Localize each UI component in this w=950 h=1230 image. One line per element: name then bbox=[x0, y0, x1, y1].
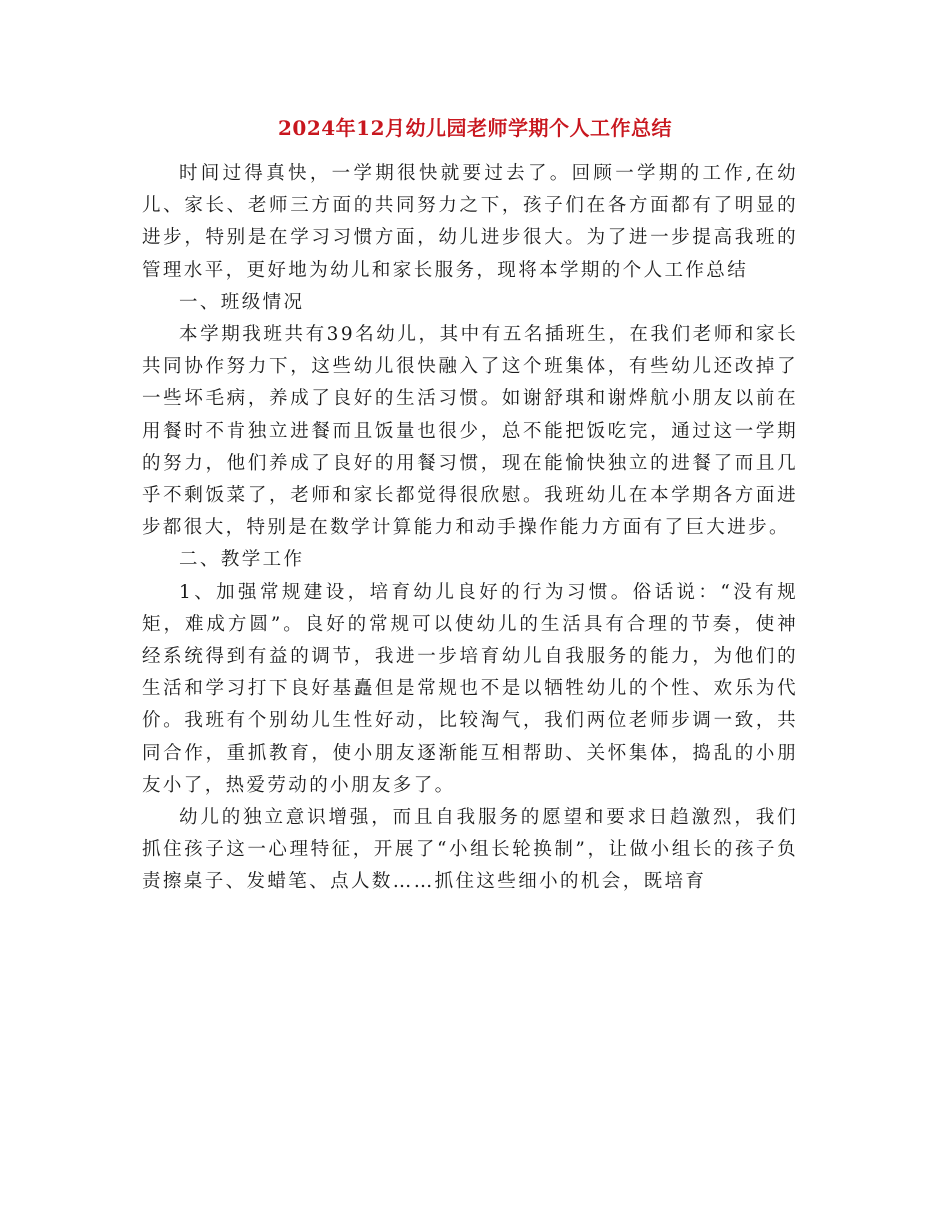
class-situation-paragraph: 本学期我班共有39名幼儿，其中有五名插班生，在我们老师和家长共同协作努力下，这些幼儿很快融入了这个班集体，有些幼儿还改掉了一些坏毛病，养成了良好的生活习惯。如谢舒琪和谢烨航小朋友以前在用餐时不肯独立进餐而且饭量也很少，总不能把饭吃完，通过这一学期的努力，他们养成了良好的用餐习惯，现在能愉快独立的进餐了而且几乎不剩饭菜了，老师和家长都觉得很欣慰。我班幼儿在本学期各方面进步都很大，特别是在数学计算能力和动手操作能力方面有了巨大进步。 bbox=[142, 324, 798, 539]
section-heading-teaching-work: 二、教学工作 bbox=[179, 549, 305, 571]
document-title: 2024年12月幼儿园老师学期个人工作总结 bbox=[278, 116, 672, 140]
intro-paragraph: 时间过得真快，一学期很快就要过去了。回顾一学期的工作,在幼儿、家长、老师三方面的共同努力之下，孩子们在各方面都有了明显的进步，特别是在学习习惯方面，幼儿进步很大。为了进一步提高我班的管理水平，更好地为幼儿和家长服务，现将本学期的个人工作总结 bbox=[142, 163, 798, 281]
section-heading-class-situation: 一、班级情况 bbox=[179, 291, 305, 313]
document-body bbox=[142, 158, 798, 899]
independence-paragraph: 幼儿的独立意识增强，而且自我服务的愿望和要求日趋激烈，我们抓住孩子这一心理特征，开展了“小组长轮换制”，让做小组长的孩子负责擦桌子、发蜡笔、点人数……抓住这些细小的机会，既培育 bbox=[142, 807, 798, 893]
teaching-routine-paragraph: 1、加强常规建设，培育幼儿良好的行为习惯。俗话说：“没有规矩，难成方圆”。良好的常规可以使幼儿的生活具有合理的节奏，使神经系统得到有益的调节，我进一步培育幼儿自我服务的能力，为他们的生活和学习打下良好基矗但是常规也不是以牺牲幼儿的个性、欢乐为代价。我班有个别幼儿生性好动，比较淘气，我们两位老师步调一致，共同合作，重抓教育，使小朋友逐渐能互相帮助、关怀集体，捣乱的小朋友小了，热爱劳动的小朋友多了。 bbox=[142, 581, 798, 796]
